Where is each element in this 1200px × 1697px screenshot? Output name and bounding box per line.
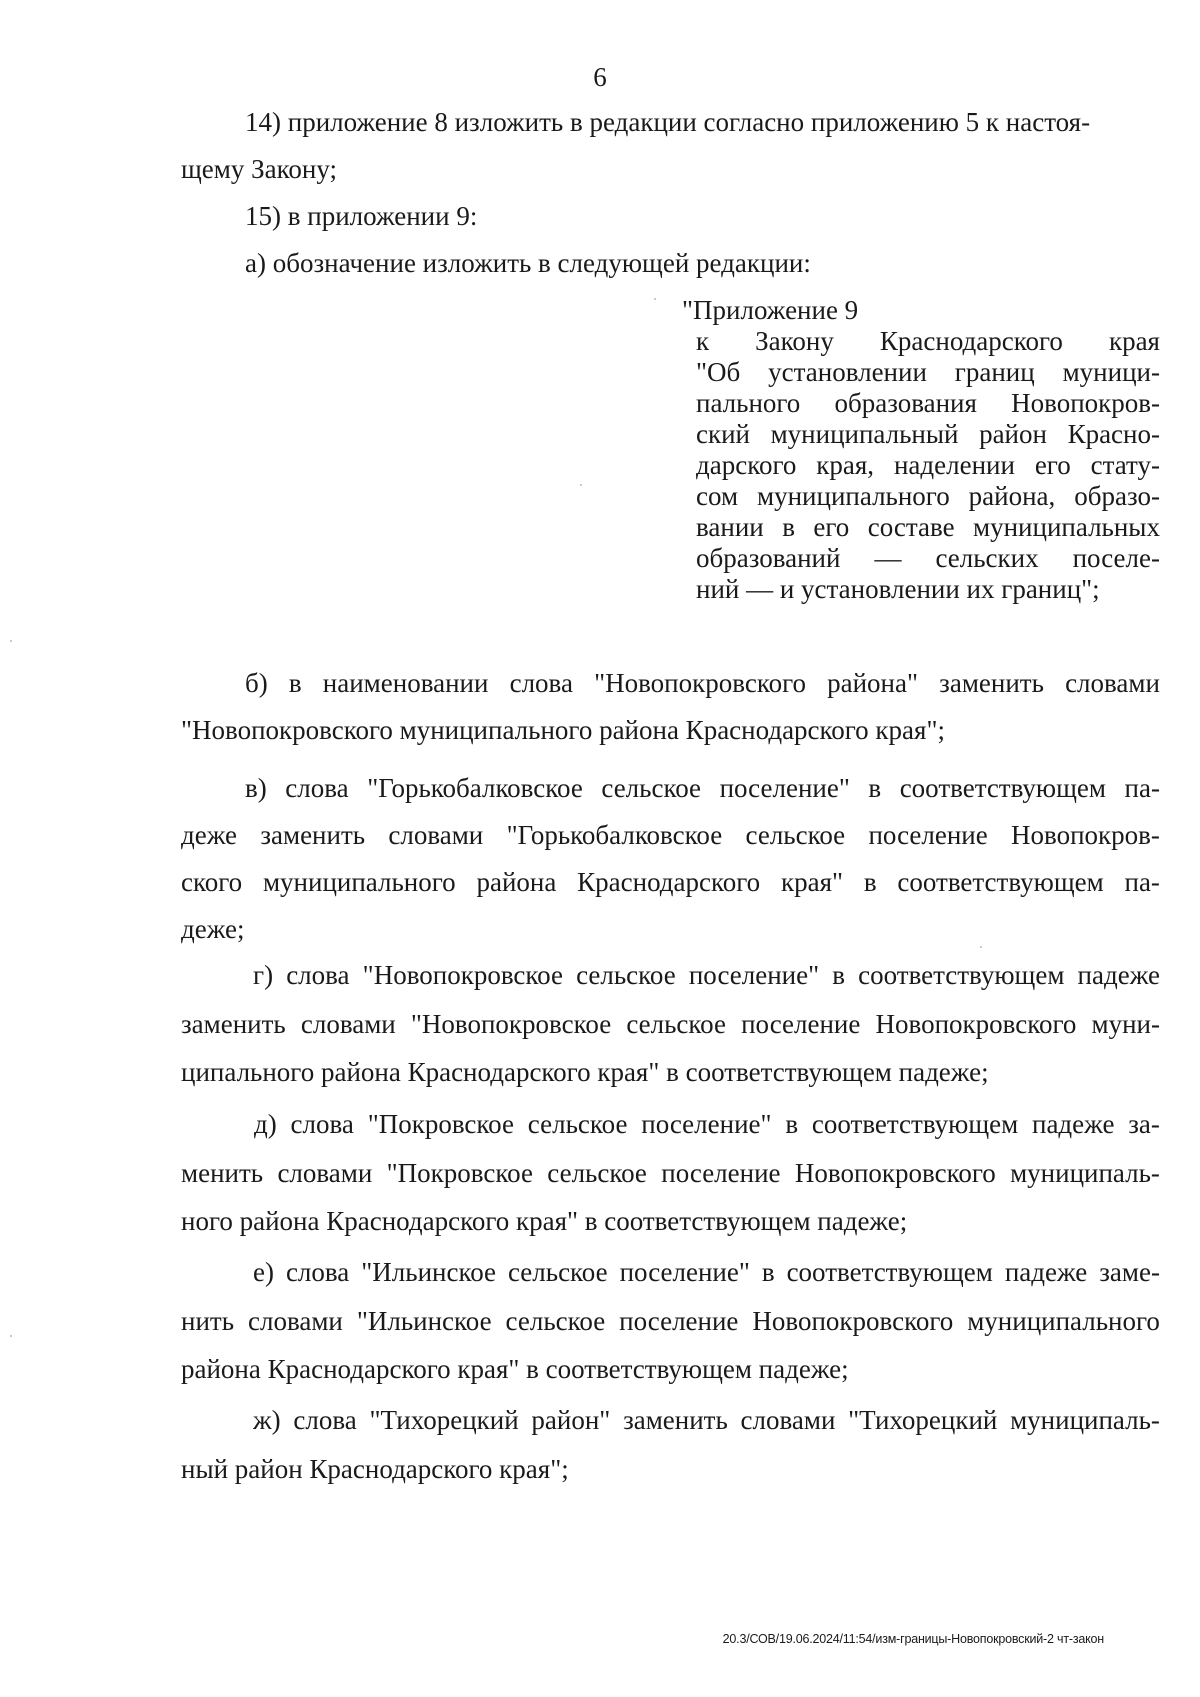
word: "Тихорецкий <box>848 1405 998 1435</box>
word: "Ильинское <box>356 1306 492 1336</box>
word: слова <box>509 668 573 698</box>
word: его <box>1034 450 1071 480</box>
word: наименовании <box>322 668 489 698</box>
appendix-line <box>696 543 1160 573</box>
word: заменить <box>623 1405 728 1435</box>
appendix-title: "Приложение 9 <box>682 295 859 325</box>
word: образований <box>696 543 841 573</box>
word: за- <box>1128 1109 1160 1139</box>
word: заменить <box>260 820 366 850</box>
word: наделении <box>893 450 1015 480</box>
word: сельское <box>626 1009 726 1039</box>
word: образо- <box>1074 481 1160 511</box>
item-15v-line-3 <box>181 867 1160 897</box>
word: соответствующем <box>811 1109 1019 1139</box>
word: в <box>782 512 795 542</box>
word: нить <box>181 1306 235 1336</box>
appendix-line <box>696 357 1160 387</box>
word: словами <box>388 820 484 850</box>
item-15e-line-1 <box>253 1257 1160 1287</box>
word: ский <box>696 419 750 449</box>
word: Новопокров- <box>1011 820 1160 850</box>
word: муниципального <box>757 481 950 511</box>
item-15d-line-1 <box>254 1109 1160 1139</box>
word: заме- <box>1099 1257 1160 1287</box>
word: ж) <box>253 1405 281 1435</box>
word: "Новопокровское <box>410 1009 612 1039</box>
word: края <box>1108 326 1160 356</box>
word: слова <box>290 1109 354 1139</box>
word: поселение" <box>719 773 850 803</box>
word: район <box>979 419 1047 449</box>
scan-speck <box>10 1335 12 1337</box>
item-15d-line-3: ного района Краснодарского края" в соответствующем падеже; <box>181 1206 908 1236</box>
scan-speck <box>980 946 982 948</box>
word: муниципальных <box>973 512 1160 542</box>
word: Новопокров- <box>1011 388 1160 418</box>
word: муниципального <box>262 867 456 897</box>
item-15v-line-2 <box>181 820 1160 850</box>
word: е) <box>253 1257 274 1287</box>
word: падеже <box>1004 1257 1088 1287</box>
word: сельское <box>507 1257 608 1287</box>
word: сельское <box>547 1158 647 1188</box>
word: поселение <box>741 1009 861 1039</box>
word: падеже <box>1077 960 1160 990</box>
word: Новопокровского <box>752 1306 954 1336</box>
word: района, <box>968 481 1056 511</box>
word: поселение <box>868 820 988 850</box>
word: г) <box>253 960 274 990</box>
item-15d-line-2 <box>181 1158 1160 1188</box>
appendix-line <box>696 481 1160 511</box>
word: па- <box>1124 773 1160 803</box>
word: сельское <box>576 960 676 990</box>
word: деже <box>181 820 238 850</box>
word: в) <box>245 773 267 803</box>
scan-speck <box>580 484 582 486</box>
word: района <box>476 867 557 897</box>
word: к <box>696 326 710 356</box>
word: "Горькобалковское <box>367 773 583 803</box>
word: б) <box>245 668 268 698</box>
word: дарского <box>696 450 797 480</box>
item-15v-line-1 <box>245 773 1160 803</box>
word: его <box>813 512 850 542</box>
word: па- <box>1124 867 1160 897</box>
word: района" <box>827 668 919 698</box>
word: Новопокровского <box>794 1158 996 1188</box>
word: сом <box>696 481 739 511</box>
scan-speck <box>654 298 656 300</box>
word: словами <box>740 1405 836 1435</box>
word: образования <box>834 388 977 418</box>
item-15e-line-3: района Краснодарского края" в соответствующем падеже; <box>181 1354 849 1384</box>
appendix-line <box>696 512 1160 542</box>
word: поселение <box>661 1158 781 1188</box>
word: "Об <box>696 357 741 387</box>
word: сельских <box>935 543 1039 573</box>
item-15a: а) обозначение изложить в следующей редакции: <box>245 248 811 278</box>
word: Красно- <box>1067 419 1160 449</box>
word: в <box>785 1109 799 1139</box>
item-15g-line-2 <box>181 1009 1160 1039</box>
appendix-line <box>696 388 1160 418</box>
word: словами <box>247 1306 343 1336</box>
word: сельское <box>745 820 846 850</box>
appendix-line <box>696 326 1160 356</box>
page-number: 6 <box>593 62 607 92</box>
word: менить <box>181 1158 264 1188</box>
appendix-line: ний — и установлении их границ"; <box>696 574 1100 604</box>
word: вании <box>696 512 764 542</box>
word: муни- <box>1091 1009 1160 1039</box>
word: слова <box>285 1257 350 1287</box>
word: словами <box>300 1009 396 1039</box>
word: сельское <box>601 773 702 803</box>
word: слова <box>285 773 349 803</box>
word: "Новопокровского <box>594 668 806 698</box>
word: Краснодарского <box>577 867 761 897</box>
word: муниципального <box>967 1306 1160 1336</box>
item-14-line-1: 14) приложение 8 изложить в редакции согласно приложению 5 к настоя- <box>245 107 1091 137</box>
word: установлении <box>768 357 927 387</box>
word: заменить <box>939 668 1044 698</box>
word: д) <box>254 1109 277 1139</box>
item-15b-line-2: "Новопокровского муниципального района Краснодарского края"; <box>181 715 945 745</box>
word: "Горькобалковское <box>506 820 723 850</box>
word: "Покровское <box>386 1158 533 1188</box>
word: соответствующем <box>858 960 1065 990</box>
word: сельское <box>527 1109 628 1139</box>
word: муници- <box>1062 357 1160 387</box>
item-15zh-line-2: ный район Краснодарского края"; <box>181 1454 569 1484</box>
word: соответствующем <box>899 773 1106 803</box>
word: муниципаль- <box>1010 1405 1160 1435</box>
word: "Новопокровское <box>362 960 563 990</box>
word: в <box>868 773 882 803</box>
word: словами <box>1065 668 1160 698</box>
word: края" <box>780 867 844 897</box>
word: слова <box>293 1405 357 1435</box>
word: сельское <box>505 1306 606 1336</box>
word: Краснодарского <box>879 326 1063 356</box>
item-15v-line-4: деже; <box>181 914 245 944</box>
word: соответствующем <box>786 1257 993 1287</box>
item-15g-line-1 <box>253 960 1160 990</box>
word: Новопокровского <box>875 1009 1077 1039</box>
item-15g-line-3: ципального района Краснодарского края" в соответствующем падеже; <box>181 1057 989 1087</box>
word: в <box>288 668 302 698</box>
word: падеже <box>1032 1109 1115 1139</box>
word: поселение" <box>688 960 820 990</box>
word: в <box>832 960 846 990</box>
word: "Покровское <box>367 1109 514 1139</box>
word: поселение <box>619 1306 739 1336</box>
item-15e-line-2 <box>181 1306 1160 1336</box>
word: стату- <box>1090 450 1160 480</box>
word: поселение" <box>619 1257 750 1287</box>
item-15zh-line-1 <box>253 1405 1160 1435</box>
item-15b-line-1 <box>245 668 1160 698</box>
word: пального <box>696 388 801 418</box>
word: — <box>874 543 902 573</box>
word: Закону <box>755 326 834 356</box>
word: "Ильинское <box>361 1257 497 1287</box>
word: поселе- <box>1072 543 1160 573</box>
word: район" <box>531 1405 611 1435</box>
word: соответствующем <box>897 867 1104 897</box>
item-15-heading: 15) в приложении 9: <box>245 201 478 231</box>
appendix-line <box>696 450 1160 480</box>
word: края, <box>816 450 875 480</box>
word: "Тихорецкий <box>369 1405 519 1435</box>
word: муниципальный <box>770 419 959 449</box>
word: словами <box>277 1158 373 1188</box>
word: в <box>863 867 877 897</box>
word: ского <box>181 867 243 897</box>
word: границ <box>954 357 1035 387</box>
word: составе <box>867 512 955 542</box>
item-14-line-2: щему Закону; <box>181 154 337 184</box>
word: муниципаль- <box>1010 1158 1160 1188</box>
word: поселение" <box>641 1109 772 1139</box>
word: в <box>761 1257 775 1287</box>
word: слова <box>286 960 350 990</box>
word: заменить <box>181 1009 286 1039</box>
appendix-line <box>696 419 1160 449</box>
scan-speck <box>10 640 12 642</box>
document-code-footer: 20.3/СОВ/19.06.2024/11:54/изм-границы-Новопокровский-2 чт-закон <box>722 1632 1104 1646</box>
